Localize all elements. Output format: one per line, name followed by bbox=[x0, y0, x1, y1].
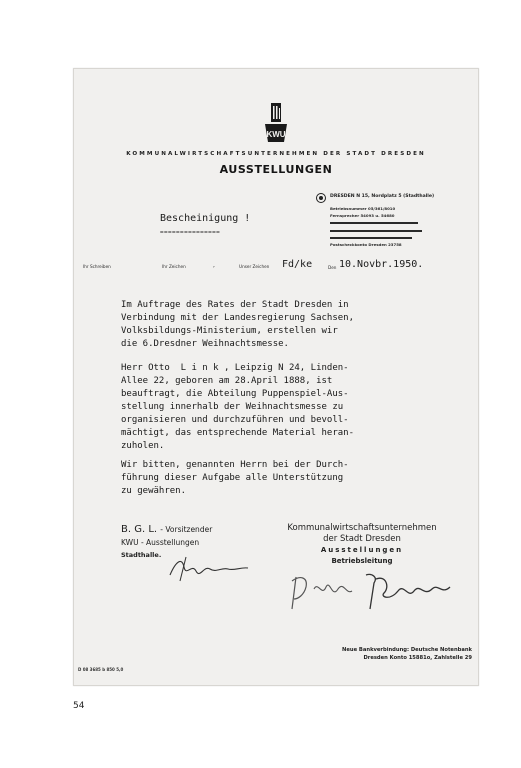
body-paragraph-2: Herr Otto L i n k , Leipzig N 24, Linden- Allee 22, geboren am 28.April 1888, ist beauftragt, die Abteilung Puppenspiel-Aus- stellung innerhalb der Weihnachtsmesse zu organisieren und durchzuführen und bevoll- mächtigt, das entsprechende Material heran- zuholen. bbox=[121, 363, 354, 451]
body-paragraph-3: Wir bitten, genannten Herrn bei der Durch- führung dieser Aufgabe alle Unterstützung zu gewähren. bbox=[121, 460, 349, 496]
ref-dot: , bbox=[213, 262, 215, 269]
contact-line: Postscheckkonto Dresden 23758 bbox=[330, 242, 402, 248]
bank-line: Dresden Konto 15881o, Zahlstelle 29 bbox=[363, 654, 472, 661]
stamp-department: Ausstellungen bbox=[320, 546, 404, 554]
letter-document bbox=[73, 68, 479, 686]
ref-your-letter-label: Ihr Schreiben bbox=[83, 264, 111, 269]
ref-date-label: Den bbox=[328, 265, 337, 270]
bank-details bbox=[302, 647, 472, 662]
handwritten-signature-right bbox=[286, 569, 456, 617]
letterhead-address: DRESDEN N 15, Nordplatz 5 (Stadthalle) bbox=[330, 194, 435, 199]
bank-line: Neue Bankverbindung: Deutsche Notenbank bbox=[342, 647, 472, 653]
organization-name: KOMMUNALWIRTSCHAFTSUNTERNEHMEN DER STADT DRESDEN bbox=[126, 151, 426, 157]
logo-text: KWU bbox=[266, 130, 286, 139]
handwritten-signature-left bbox=[166, 553, 256, 583]
bgl-unit: KWU - Ausstellungen bbox=[121, 538, 200, 547]
certificate-heading: Bescheinigung ! bbox=[160, 213, 251, 224]
signature-block-right bbox=[282, 523, 442, 567]
seal-icon bbox=[316, 193, 326, 203]
body-paragraph-1: Im Auftrage des Rates der Stadt Dresden in Verbindung mit der Landesregierung Sachsen, Volksbildungs-Ministerium, erstellen wir die 6.Dresdner Weihnachtsmesse. bbox=[121, 300, 354, 349]
letter-date: 10.Novbr.1950. bbox=[339, 259, 424, 270]
certificate-underline: =============== bbox=[160, 229, 221, 236]
page-number: 54 bbox=[73, 701, 85, 711]
bgl-role: - Vorsitzender bbox=[160, 525, 213, 534]
struck-line bbox=[330, 227, 422, 234]
contact-line: Betriebsnummer 05/361/8010 bbox=[330, 206, 396, 211]
contact-line: Fernsprecher 54093 u. 54680 bbox=[330, 213, 395, 219]
kwu-logo-icon bbox=[262, 102, 290, 146]
stamp-management: Betriebsleitung bbox=[331, 557, 393, 565]
contact-block bbox=[330, 205, 422, 248]
print-code: D 08 3685 b 850 5,0 bbox=[78, 667, 124, 672]
bgl-label: B. G. L. bbox=[121, 524, 158, 535]
struck-line bbox=[330, 234, 422, 241]
letterhead-title: AUSSTELLUNGEN bbox=[219, 163, 333, 176]
bgl-location: Stadthalle. bbox=[121, 551, 162, 559]
ref-your-sign-label: Ihr Zeichen bbox=[162, 264, 186, 269]
ref-our-sign-value: Fd/ke bbox=[282, 259, 313, 270]
stamp-city: der Stadt Dresden bbox=[323, 534, 401, 544]
struck-line bbox=[330, 219, 422, 226]
ref-our-sign-label: Unser Zeichen bbox=[239, 264, 270, 269]
stamp-org: Kommunalwirtschaftsunternehmen bbox=[287, 523, 437, 533]
